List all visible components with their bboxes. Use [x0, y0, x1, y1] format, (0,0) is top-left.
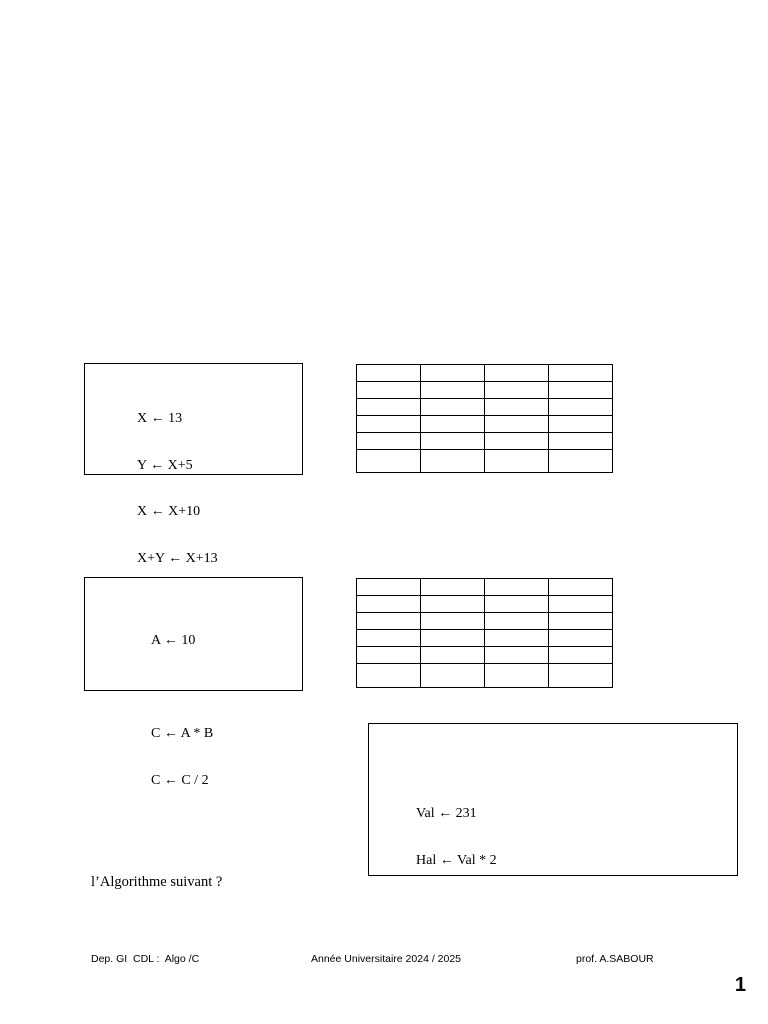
table-cell[interactable]	[485, 365, 549, 382]
table-row	[357, 382, 613, 399]
trace-table-2	[356, 578, 613, 688]
table-cell[interactable]	[549, 630, 613, 647]
table-cell[interactable]	[549, 664, 613, 688]
table-cell[interactable]	[485, 433, 549, 450]
algorithm-code-3	[416, 775, 497, 899]
table-cell[interactable]	[357, 382, 421, 399]
table-cell[interactable]	[485, 382, 549, 399]
table-cell[interactable]	[421, 450, 485, 473]
table-cell[interactable]	[357, 664, 421, 688]
algorithm-line: Hal ← Val * 2	[416, 852, 497, 868]
algorithm-box-3	[368, 723, 738, 876]
table-cell[interactable]	[357, 647, 421, 664]
table-cell[interactable]	[421, 433, 485, 450]
table-row	[357, 399, 613, 416]
algorithm-line: X+Y ← X+13	[137, 550, 218, 566]
table-row	[357, 365, 613, 382]
algorithm-line: C ← C / 2	[151, 772, 209, 788]
algorithm-line: X ← 13	[137, 411, 183, 426]
table-cell[interactable]	[485, 647, 549, 664]
table-cell[interactable]	[485, 664, 549, 688]
table-cell[interactable]	[549, 450, 613, 473]
table-row	[357, 647, 613, 664]
table-cell[interactable]	[485, 579, 549, 596]
table-cell[interactable]	[421, 365, 485, 382]
question-text: l’Algorithme suivant ?	[91, 874, 223, 890]
table-cell[interactable]	[357, 416, 421, 433]
algorithm-line: X ← X+10	[137, 504, 201, 519]
table-cell[interactable]	[357, 579, 421, 596]
algorithm-box-2	[84, 577, 303, 788]
table-cell[interactable]	[485, 399, 549, 416]
table-cell[interactable]	[421, 579, 485, 596]
table-row	[357, 596, 613, 613]
table-row	[357, 450, 613, 473]
algorithm-line: A ← 10	[151, 633, 196, 648]
table-row	[357, 416, 613, 433]
table-cell[interactable]	[549, 399, 613, 416]
table-row	[357, 630, 613, 647]
algorithm-line: C ← A * B	[151, 726, 214, 741]
table-cell[interactable]	[485, 416, 549, 433]
table-cell[interactable]	[549, 596, 613, 613]
table-cell[interactable]	[549, 433, 613, 450]
table-cell[interactable]	[357, 596, 421, 613]
table-row	[357, 664, 613, 688]
table-row	[357, 613, 613, 630]
table-cell[interactable]	[549, 613, 613, 630]
table-cell[interactable]	[421, 630, 485, 647]
footer-department: Dep. GI CDL : Algo /C	[91, 953, 200, 965]
algorithm-line: Val ← 231	[416, 806, 477, 821]
table-cell[interactable]	[485, 613, 549, 630]
table-cell[interactable]	[421, 399, 485, 416]
table-cell[interactable]	[421, 613, 485, 630]
table-cell[interactable]	[549, 365, 613, 382]
table-cell[interactable]	[421, 596, 485, 613]
footer-professor: prof. A.SABOUR	[576, 953, 654, 965]
table-cell[interactable]	[549, 382, 613, 399]
algorithm-box-1	[84, 363, 303, 566]
table-cell[interactable]	[357, 613, 421, 630]
table-cell[interactable]	[421, 664, 485, 688]
algorithm-code-2	[151, 602, 213, 819]
table-cell[interactable]	[421, 647, 485, 664]
table-cell[interactable]	[485, 596, 549, 613]
table-cell[interactable]	[485, 630, 549, 647]
table-cell[interactable]	[357, 450, 421, 473]
algorithm-line	[151, 680, 213, 696]
table-cell[interactable]	[549, 416, 613, 433]
table-cell[interactable]	[357, 433, 421, 450]
trace-table-1	[356, 364, 613, 473]
page-number: 1	[734, 974, 746, 996]
table-cell[interactable]	[357, 399, 421, 416]
table-row	[357, 433, 613, 450]
footer-year: Année Universitaire 2024 / 2025	[311, 953, 462, 965]
table-cell[interactable]	[549, 579, 613, 596]
table-cell[interactable]	[421, 416, 485, 433]
table-cell[interactable]	[549, 647, 613, 664]
table-cell[interactable]	[421, 382, 485, 399]
table-cell[interactable]	[485, 450, 549, 473]
table-cell[interactable]	[357, 630, 421, 647]
table-cell[interactable]	[357, 365, 421, 382]
algorithm-line: Y ← X+5	[137, 457, 193, 473]
table-row	[357, 579, 613, 596]
